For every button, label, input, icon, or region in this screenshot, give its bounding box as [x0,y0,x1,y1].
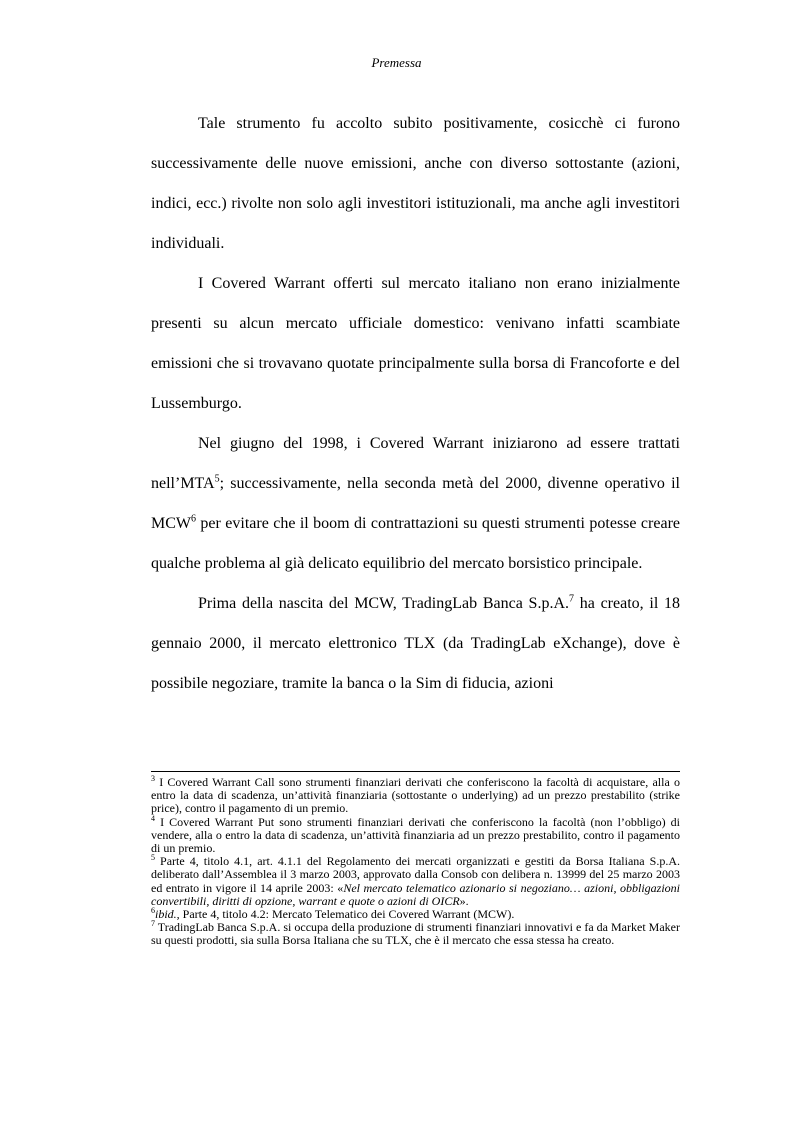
footnotes [151,776,680,948]
footnote-text: I Covered Warrant Put sono strumenti finanziari derivati che conferiscono la facoltà (non l’obbligo) di vendere, alla o entro la data di scadenza, un’attività finanziaria ad un prezzo prestabilito, contro il pagamento di un premio. [151,814,680,856]
paragraph-4-text-a: Prima della nascita del MCW, TradingLab Banca S.p.A. [198,595,570,612]
running-header: Premessa [371,55,422,70]
footnote-4 [151,813,680,856]
footnote-3 [151,776,680,816]
footnote-5 [151,855,680,908]
footnote-ref-6[interactable]: 6 [191,513,196,525]
footnote-text: TradingLab Banca S.p.A. si occupa della produzione di strumenti finanziari innovativi e fa da Market Maker su questi prodotti, sia sulla Borsa Italiana che su TLX, che è il mercato che essa stessa ha creato. [151,920,680,948]
footnote-quote: Nel mercato telematico azionario si negoziano… azioni, obbligazioni convertibili, diritti di opzione, warrant e quote o azioni di OICR [151,880,680,908]
footnote-number: 4 [151,813,155,823]
paragraph-4 [151,584,680,704]
footnote-quote-close: ». [459,893,469,908]
paragraph-3-text-c: per evitare che il boom di contrattazioni su questi strumenti potesse creare qualche problema al già delicato equilibrio del mercato borsistico principale. [151,515,680,572]
paragraph-1: Tale strumento fu accolto subito positivamente, cosicchè ci furono successivamente delle nuove emissioni, anche con diverso sottostante (azioni, indici, ecc.) rivolte non solo agli investitori istituzionali, ma anche agli investitori individuali. [151,115,680,252]
footnote-7 [151,921,680,947]
footnote-number: 7 [151,919,155,929]
footnote-text: I Covered Warrant Call sono strumenti finanziari derivati che conferiscono la facoltà di acquistare, alla o entro la data di scadenza, un’attività finanziaria (sottostante o underlying) ad un prezzo prestabilito (strike price), contro il pagamento di un premio. [151,775,680,816]
footnote-text: Parte 4, titolo 4.2: Mercato Telematico dei Covered Warrant (MCW). [179,907,515,922]
main-text [151,104,680,704]
paragraph-3-text-b: ; successivamente, nella seconda metà del 2000, divenne operativo il MCW [151,475,680,532]
footnote-number: 3 [151,774,155,783]
footnote-lead: ibid., [155,907,180,922]
footnote-number: 6 [151,906,155,916]
paragraph-3-text-a: Nel giugno del 1998, i Covered Warrant iniziarono ad essere trattati nell’MTA [151,435,680,492]
paragraph-2: I Covered Warrant offerti sul mercato italiano non erano inizialmente presenti su alcun mercato ufficiale domestico: venivano infatti scambiate emissioni che si trovavano quotate principalmente sulla borsa di Francoforte e del Lussemburgo. [151,275,680,412]
footnote-ref-5[interactable]: 5 [214,473,220,485]
footnote-ref-7[interactable]: 7 [569,593,575,605]
footnote-text: Parte 4, titolo 4.1, art. 4.1.1 del Regolamento dei mercati organizzati e gestiti da Borsa Italiana S.p.A. deliberato dall’Assemblea il 3 marzo 2003, approvato dalla Consob con delibera n. 13999 del 25 marzo 2003 ed entrato in vigore il 14 aprile 2003: « [151,854,680,895]
footnote-divider [151,771,680,772]
footnote-number: 5 [151,853,155,863]
paragraph-4-text-b: ha creato, il 18 gennaio 2000, il mercato elettronico TLX (da TradingLab eXchange), dove è possibile negoziare, tramite la banca o la Sim di fiducia, azioni [151,595,680,692]
paragraph-3 [151,424,680,584]
